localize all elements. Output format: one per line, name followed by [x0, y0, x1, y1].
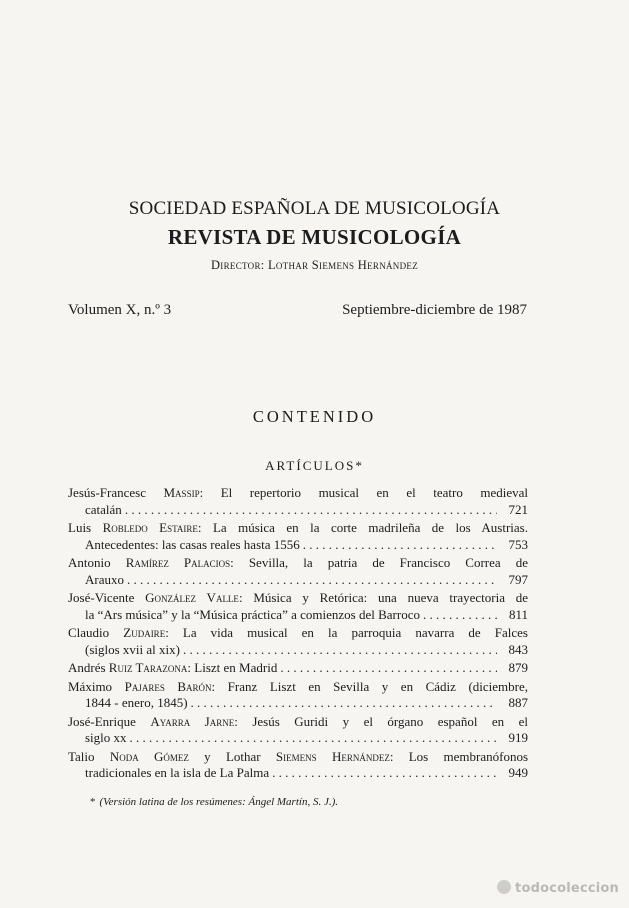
toc-entry: [68, 679, 528, 712]
author-surname: Ayarra Jarne: [150, 713, 235, 729]
toc-entry-last-line: [68, 660, 528, 677]
coauthor-surname: Siemens Hernández: [275, 748, 390, 764]
toc-entry: [68, 660, 528, 677]
footnote-marker: *: [90, 796, 96, 808]
author-given-name: Luis: [68, 520, 103, 535]
article-title: : El repertorio musical en el teatro medieval: [199, 485, 528, 500]
dot-leader: [191, 695, 497, 712]
author-surname: Noda Gómez: [109, 748, 189, 764]
article-title: : Franz Liszt en Sevilla y en Cádiz (diciembre,: [211, 678, 528, 694]
article-title-continued: la “Ars música” y la “Música práctica” a comienzos del Barroco: [85, 606, 420, 622]
watermark: [497, 880, 619, 896]
article-title: : Liszt en Madrid: [187, 660, 278, 675]
author-surname: Massip: [163, 485, 200, 500]
author-given-name: Claudio: [68, 625, 124, 640]
toc-entry-last-line: [68, 642, 528, 659]
author-surname: Zudaire: [123, 625, 166, 640]
volume-number: Volumen X, n.º 3: [68, 302, 172, 318]
toc-entry-first-line: [68, 679, 528, 696]
article-title-continued: catalán: [85, 501, 122, 517]
toc-entry-last-line: [68, 765, 528, 782]
article-title-continued: Arauxo: [85, 571, 124, 587]
page-number: 843: [508, 641, 528, 657]
toc-entry: [68, 520, 528, 553]
section-heading-articles: ARTÍCULOS*: [265, 458, 364, 473]
page-number: 811: [508, 606, 528, 622]
toc-entry-last-line: [68, 607, 528, 624]
dot-leader: [125, 502, 497, 519]
author-surname: Ramírez Palacios: [125, 555, 231, 570]
article-title: y Lothar: [188, 748, 276, 764]
author-surname: Pajares Barón: [124, 678, 212, 694]
article-title: : La vida musical en la parroquia navarra de Falces: [165, 625, 528, 640]
author-given-name: José-Vicente: [68, 590, 146, 605]
footnote-text: (Versión latina de los resúmenes: Ángel Martín, S. J.).: [99, 796, 338, 808]
author-given-name: Talio: [68, 748, 110, 764]
issue-date: Septiembre-diciembre de 1987: [342, 302, 527, 318]
toc-entry-first-line: [68, 485, 528, 502]
toc-entry: [68, 555, 528, 588]
toc-entry-first-line: [68, 625, 528, 642]
author-surname: González Valle: [145, 590, 239, 605]
toc-entry-first-line: [68, 714, 528, 731]
table-of-contents: [68, 485, 528, 784]
article-title: : La música en la corte madrileña de los Austrias.: [197, 520, 528, 535]
watermark-text: todocoleccion: [515, 881, 619, 896]
dot-leader: [280, 660, 497, 677]
toc-entry-first-line: [68, 555, 528, 572]
toc-entry-last-line: [68, 572, 528, 589]
author-given-name: Jesús-Francesc: [68, 485, 164, 500]
toc-entry-last-line: [68, 730, 528, 747]
dot-leader: [272, 765, 497, 782]
page-number: 879: [508, 660, 528, 675]
toc-entry-first-line: [68, 520, 528, 537]
toc-entry: [68, 749, 528, 782]
footnote: [90, 796, 338, 808]
author-surname: Robledo Estaire: [102, 520, 198, 535]
author-given-name: Antonio: [68, 555, 126, 570]
article-title: : Jesús Guridi y el órgano español en el: [234, 713, 528, 729]
toc-entry: [68, 625, 528, 658]
toc-entry-first-line: [68, 590, 528, 607]
page-number: 949: [508, 765, 528, 780]
dot-leader: [423, 607, 497, 624]
toc-entry-text: [68, 660, 277, 677]
page-number: 721: [508, 501, 528, 517]
journal-title: REVISTA DE MUSICOLOGÍA: [167, 225, 462, 249]
dot-leader: [127, 572, 497, 589]
article-title-continued: (siglos xvii al xix): [85, 641, 180, 657]
article-title-continued: 1844 - enero, 1845): [85, 695, 188, 710]
author-given-name: Máximo: [68, 678, 125, 694]
toc-entry: [68, 714, 528, 747]
article-title: : Los membranófonos: [389, 748, 528, 764]
toc-entry-last-line: [68, 537, 528, 554]
society-title: SOCIEDAD ESPAÑOLA DE MUSICOLOGÍA: [128, 198, 501, 219]
page-number: 797: [508, 571, 528, 587]
article-title-continued: Antecedentes: las casas reales hasta 1556: [85, 536, 300, 552]
toc-entry-first-line: [68, 749, 528, 766]
article-title-continued: tradicionales en la isla de La Palma: [85, 765, 270, 780]
director-line: Director: Lothar Siemens Hernández: [210, 258, 419, 272]
article-title: : Sevilla, la patria de Francisco Correa de: [230, 555, 528, 570]
article-title-continued: siglo xx: [85, 730, 127, 745]
toc-entry-last-line: [68, 695, 528, 712]
page-number: 887: [508, 695, 528, 710]
article-title: : Música y Retórica: una nueva trayectoria de: [238, 590, 529, 605]
toc-entry-last-line: [68, 502, 528, 519]
author-surname: Ruiz Tarazona: [108, 660, 188, 675]
contents-heading: CONTENIDO: [252, 407, 377, 426]
dot-leader: [130, 730, 497, 747]
author-given-name: Andrés: [68, 660, 109, 675]
dot-leader: [303, 537, 497, 554]
toc-entry: [68, 590, 528, 623]
author-given-name: José-Enrique: [68, 713, 151, 729]
page-number: 753: [508, 536, 528, 552]
toc-entry: [68, 485, 528, 518]
dot-leader: [183, 642, 497, 659]
watermark-logo-icon: [497, 880, 511, 894]
page-number: 919: [508, 730, 528, 745]
